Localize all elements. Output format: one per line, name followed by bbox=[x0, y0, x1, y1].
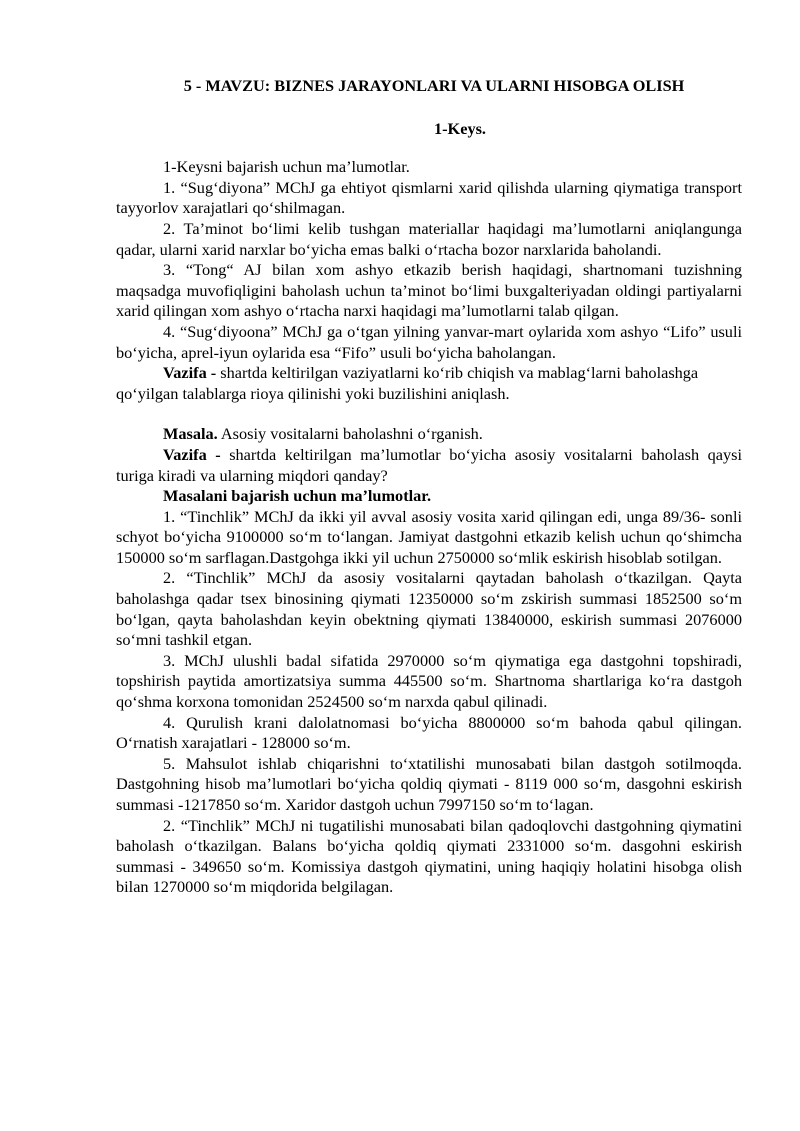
problem-item-2: 2. “Tinchlik” MChJ da asosiy vositalarni qaytadan baholash o‘tkazilgan. Qayta baholashga qadar tsex binosining qiymati 12350000 so‘m zskirish summasi 1852500 so‘m bo‘lgan, qayta baholashdan keyin obektning qiymati 13840000, eskirish summasi 2076000 so‘mni tashkil etgan. bbox=[116, 568, 742, 650]
problem-item-4: 4. Qurulish krani dalolatnomasi bo‘yicha 8800000 so‘m bahoda qabul qilingan. O‘rnatish xarajatlari - 128000 so‘m. bbox=[116, 712, 742, 753]
case-item-4: 4. “Sug‘diyoona” MChJ ga o‘tgan yilning yanvar-mart oylarida xom ashyo “Lifo” usuli bo‘yicha, aprel-iyun oylarida esa “Fifo” usuli bo‘yicha baholangan. bbox=[116, 321, 742, 362]
case-item-2: 2. Ta’minot bo‘limi kelib tushgan materiallar haqidagi ma’lumotlarni aniqlangunga qadar, ularni xarid narxlar bo‘yicha emas balki o‘rtacha bozor narxlarida baholandi. bbox=[116, 218, 742, 259]
problem-item-6: 2. “Tinchlik” MChJ ni tugatilishi munosabati bilan qadoqlovchi dastgohning qiymatini baholash o‘tkazilgan. Balans bo‘yicha qoldiq qiymati 2331000 so‘m. dasgohni eskirish summasi - 349650 so‘m. Komissiya dastgoh qiymatini, uning haqiqiy holatini hisobga olish bilan 1270000 so‘m miqdorida belgilagan. bbox=[116, 815, 742, 897]
document-page bbox=[116, 76, 742, 898]
case-intro: 1-Keysni bajarish uchun ma’lumotlar. bbox=[163, 157, 410, 177]
case-task-label: Vazifa - bbox=[163, 363, 217, 383]
problem-label: Masala. bbox=[163, 424, 218, 444]
problem-statement bbox=[116, 424, 742, 445]
document-title: 5 - MAVZU: BIZNES JARAYONLARI VA ULARNI HISOBGA OLISH bbox=[183, 76, 685, 95]
case-task-text: shartda keltirilgan vaziyatlarni ko‘rib chiqish va mablag‘larni baholashga qo‘yilgan talablarga rioya qilinishi yoki buzilishini aniqlash. bbox=[116, 363, 699, 403]
case-task bbox=[116, 363, 742, 404]
problem-data-heading bbox=[116, 486, 742, 507]
problem-text: Asosiy vositalarni baholashni o‘rganish. bbox=[217, 424, 483, 444]
case-item-1: 1. “Sug‘diyona” MChJ ga ehtiyot qismlarni xarid qilishda ularning qiymatiga transport tayyorlov xarajatlari qo‘shilmagan. bbox=[116, 177, 742, 218]
problem-item-3: 3. MChJ ulushli badal sifatida 2970000 so‘m qiymatiga ega dastgohni topshiradi, topshirish paytida amortizatsiya summa 445500 so‘m. Shartnoma shartlariga ko‘ra dastgoh qo‘shma korxona tomonidan 2524500 so‘m narxda qabul qilinadi. bbox=[116, 650, 742, 712]
case-item-3: 3. “Tong“ AJ bilan xom ashyo etkazib berish haqidagi, shartnomani tuzishning maqsadga muvofiqligini baholash uchun ta’minot bo‘limi buxgalteriyadan oldingi partiyalarni xarid qilingan xom ashyo o‘rtacha narxi haqidagi ma’lumotlarni talab qilgan. bbox=[116, 260, 742, 321]
problem-task bbox=[116, 445, 742, 486]
problem-item-5: 5. Mahsulot ishlab chiqarishni to‘xtatilishi munosabati bilan dastgoh sotilmoqda. Dastgohning hisob ma’lumotlari bo‘yicha qoldiq qiymati - 8119 000 so‘m, dasgohni eskirish summasi -1217850 so‘m. Xaridor dastgoh uchun 7997150 so‘m to‘lagan. bbox=[116, 753, 742, 814]
problem-task-label: Vazifa - bbox=[163, 444, 221, 464]
problem-item-1: 1. “Tinchlik” MChJ da ikki yil avval asosiy vosita xarid qilingan edi, unga 89/36- sonli schyot bo‘yicha 9100000 so‘m to‘langan. Jamiyat dastgohni etkazib kelish uchun qo‘shimcha 150000 so‘m sarflagan.Dastgohga ikki yil uchun 2750000 so‘mlik eskirish hisoblab sotilgan. bbox=[116, 506, 742, 567]
problem-data-heading-text: Masalani bajarish uchun ma’lumotlar. bbox=[163, 486, 432, 506]
case-heading: 1-Keys. bbox=[434, 118, 486, 138]
problem-task-text: shartda keltirilgan ma’lumotlar bo‘yicha asosiy vositalarni baholash qaysi turiga kiradi va ularning miqdori qanday? bbox=[116, 444, 742, 485]
